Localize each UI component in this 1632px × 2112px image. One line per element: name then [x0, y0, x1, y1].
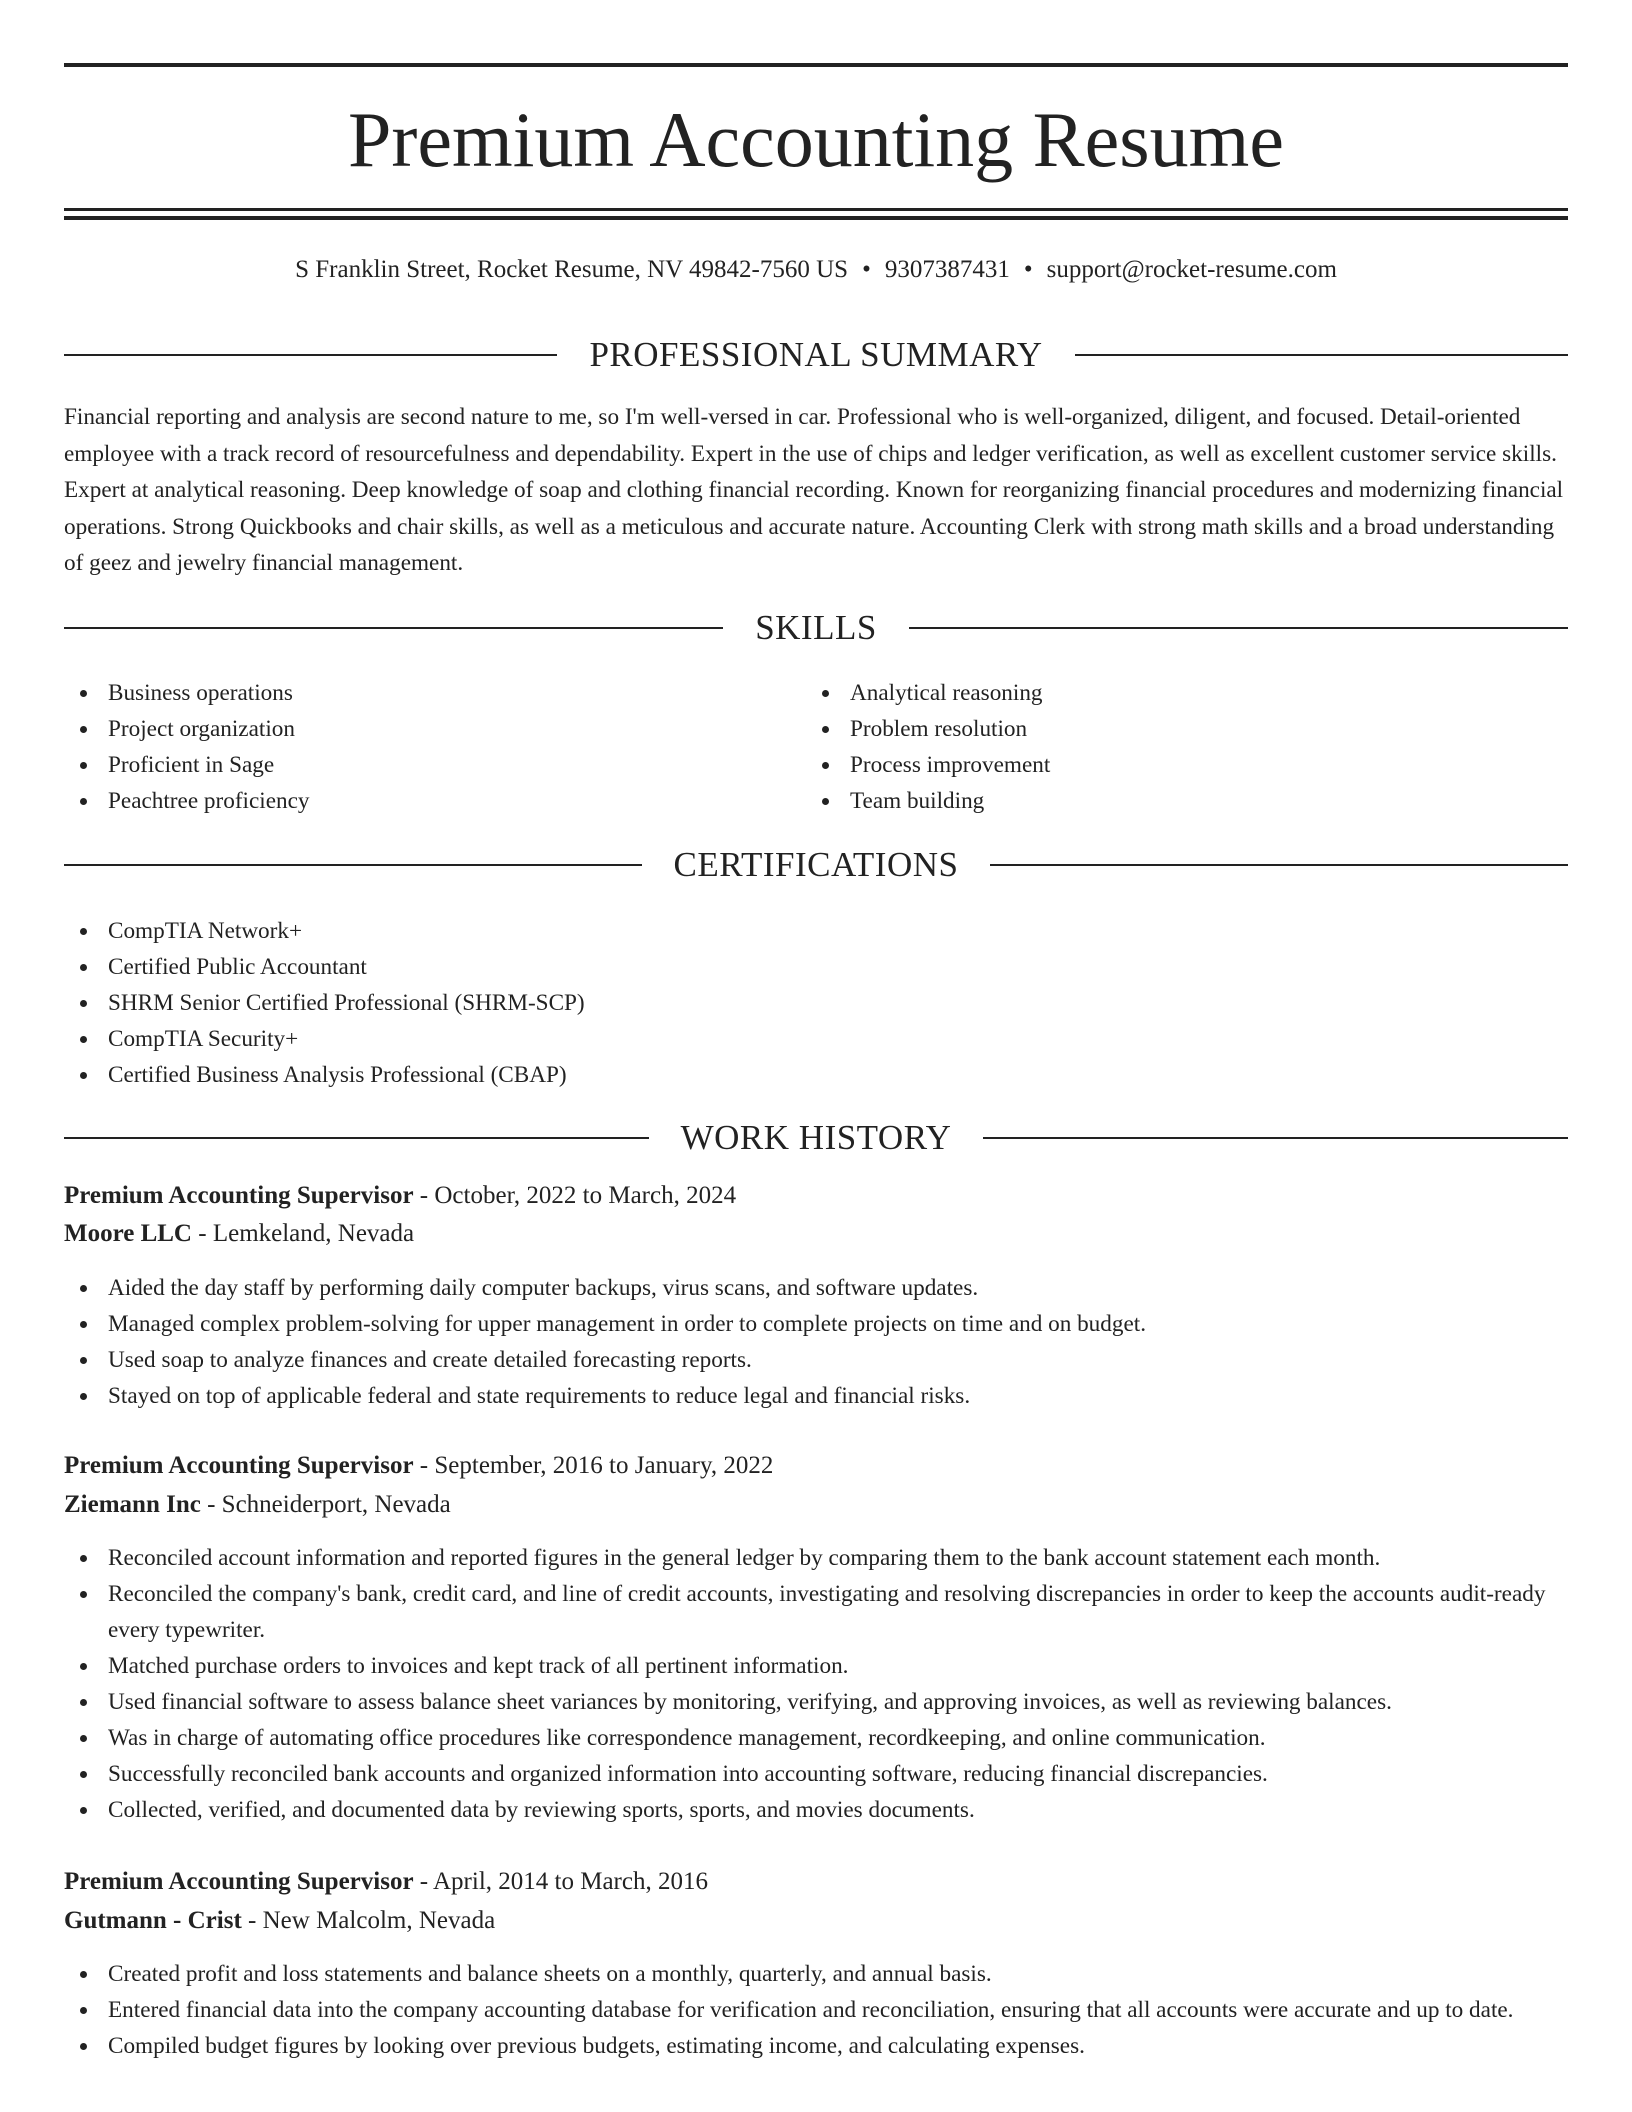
job-title: Premium Accounting Supervisor — [64, 1182, 414, 1209]
job-bullet: Reconciled account information and reported figures in the general ledger by comparing them to the bank account statement each month. — [64, 1540, 1568, 1576]
job-title-line — [64, 1177, 1568, 1215]
section-title: PROFESSIONAL SUMMARY — [589, 335, 1043, 374]
job-title-line — [64, 1863, 1568, 1901]
job-bullet: Managed complex problem-solving for upper management in order to complete projects on time and on budget. — [64, 1306, 1568, 1342]
certification-item: CompTIA Network+ — [64, 913, 1568, 949]
contact-phone: 9307387431 — [884, 256, 1010, 283]
skill-item: Project organization — [64, 711, 804, 747]
section-title: SKILLS — [755, 608, 877, 647]
job-bullet: Used financial software to assess balance sheet variances by monitoring, verifying, and approving invoices, as well as reviewing balances. — [64, 1684, 1568, 1720]
job-location: - Lemkeland, Nevada — [198, 1220, 415, 1247]
job-bullet: Was in charge of automating office procedures like correspondence management, recordkeeping, and online communication. — [64, 1720, 1568, 1756]
skill-item: Process improvement — [806, 747, 1546, 783]
section-heading-summary — [64, 335, 1568, 375]
skill-item: Team building — [806, 783, 1546, 819]
job-bullets — [64, 1956, 1568, 2064]
top-rule — [64, 63, 1568, 67]
section-title: CERTIFICATIONS — [673, 845, 959, 884]
skills-list-left — [64, 675, 804, 819]
job-title: Premium Accounting Supervisor — [64, 1868, 414, 1895]
section-heading-certifications — [64, 845, 1568, 885]
job-bullet: Matched purchase orders to invoices and kept track of all pertinent information. — [64, 1648, 1568, 1684]
job-dates: - April, 2014 to March, 2016 — [419, 1868, 708, 1895]
job-bullet: Stayed on top of applicable federal and state requirements to reduce legal and financial risks. — [64, 1378, 1568, 1414]
job-bullets — [64, 1540, 1568, 1828]
certification-item: Certified Business Analysis Professional (CBAP) — [64, 1057, 1568, 1093]
job-bullet: Collected, verified, and documented data by reviewing sports, sports, and movies documents. — [64, 1792, 1568, 1828]
job-bullet: Reconciled the company's bank, credit card, and line of credit accounts, investigating and resolving discrepancies in order to keep the accounts audit-ready every typewriter. — [64, 1576, 1568, 1648]
job-company-line — [64, 1486, 1568, 1524]
certification-item: SHRM Senior Certified Professional (SHRM-SCP) — [64, 985, 1568, 1021]
job-bullet: Created profit and loss statements and balance sheets on a monthly, quarterly, and annual basis. — [64, 1956, 1568, 1992]
job-company-line — [64, 1902, 1568, 1940]
job-company: Moore LLC — [64, 1220, 192, 1247]
contact-line — [64, 253, 1568, 287]
job-title: Premium Accounting Supervisor — [64, 1452, 414, 1479]
contact-separator: • — [1023, 256, 1033, 283]
skills-list-right — [806, 675, 1546, 819]
certification-item: Certified Public Accountant — [64, 949, 1568, 985]
contact-email: support@rocket-resume.com — [1046, 256, 1337, 283]
skill-item: Peachtree proficiency — [64, 783, 804, 819]
double-rule — [64, 208, 1568, 220]
resume-title: Premium Accounting Resume — [348, 96, 1284, 183]
job-bullets — [64, 1270, 1568, 1414]
job-bullet: Compiled budget figures by looking over previous budgets, estimating income, and calculating expenses. — [64, 2028, 1568, 2064]
job-company: Ziemann Inc — [64, 1491, 201, 1518]
certifications-list — [64, 913, 1568, 1093]
job-bullet: Used soap to analyze finances and create detailed forecasting reports. — [64, 1342, 1568, 1378]
contact-address: S Franklin Street, Rocket Resume, NV 49842-7560 US — [295, 256, 849, 283]
skill-item: Proficient in Sage — [64, 747, 804, 783]
job-location: - Schneiderport, Nevada — [207, 1491, 451, 1518]
skill-item: Problem resolution — [806, 711, 1546, 747]
job-dates: - September, 2016 to January, 2022 — [419, 1452, 774, 1479]
certification-item: CompTIA Security+ — [64, 1021, 1568, 1057]
job-bullet: Entered financial data into the company accounting database for verification and reconciliation, ensuring that all accounts were accurate and up to date. — [64, 1992, 1568, 2028]
section-title: WORK HISTORY — [680, 1118, 952, 1157]
job-bullet: Successfully reconciled bank accounts and organized information into accounting software, reducing financial discrepancies. — [64, 1756, 1568, 1792]
section-heading-work-history — [64, 1118, 1568, 1158]
job-title-line — [64, 1447, 1568, 1485]
summary-text: Financial reporting and analysis are second nature to me, so I'm well-versed in car. Professional who is well-organized, diligent, and focused. Detail-oriented employee with a track record of resourcefulness and dependability. Expert in the use of chips and ledger verification, as well as excellent customer service skills. Expert at analytical reasoning. Deep knowledge of soap and clothing financial recording. Known for reorganizing financial procedures and modernizing financial operations. Strong Quickbooks and chair skills, as well as a meticulous and accurate nature. Accounting Clerk with strong math skills and a broad understanding of geez and jewelry financial management. — [64, 404, 1564, 576]
job-company-line — [64, 1215, 1568, 1253]
contact-separator: • — [862, 256, 871, 283]
job-company: Gutmann - Crist — [64, 1907, 242, 1934]
skill-item: Business operations — [64, 675, 804, 711]
job-dates: - October, 2022 to March, 2024 — [419, 1182, 737, 1209]
job-location: - New Malcolm, Nevada — [248, 1907, 496, 1934]
skill-item: Analytical reasoning — [806, 675, 1546, 711]
section-heading-skills — [64, 608, 1568, 648]
job-bullet: Aided the day staff by performing daily computer backups, virus scans, and software updates. — [64, 1270, 1568, 1306]
